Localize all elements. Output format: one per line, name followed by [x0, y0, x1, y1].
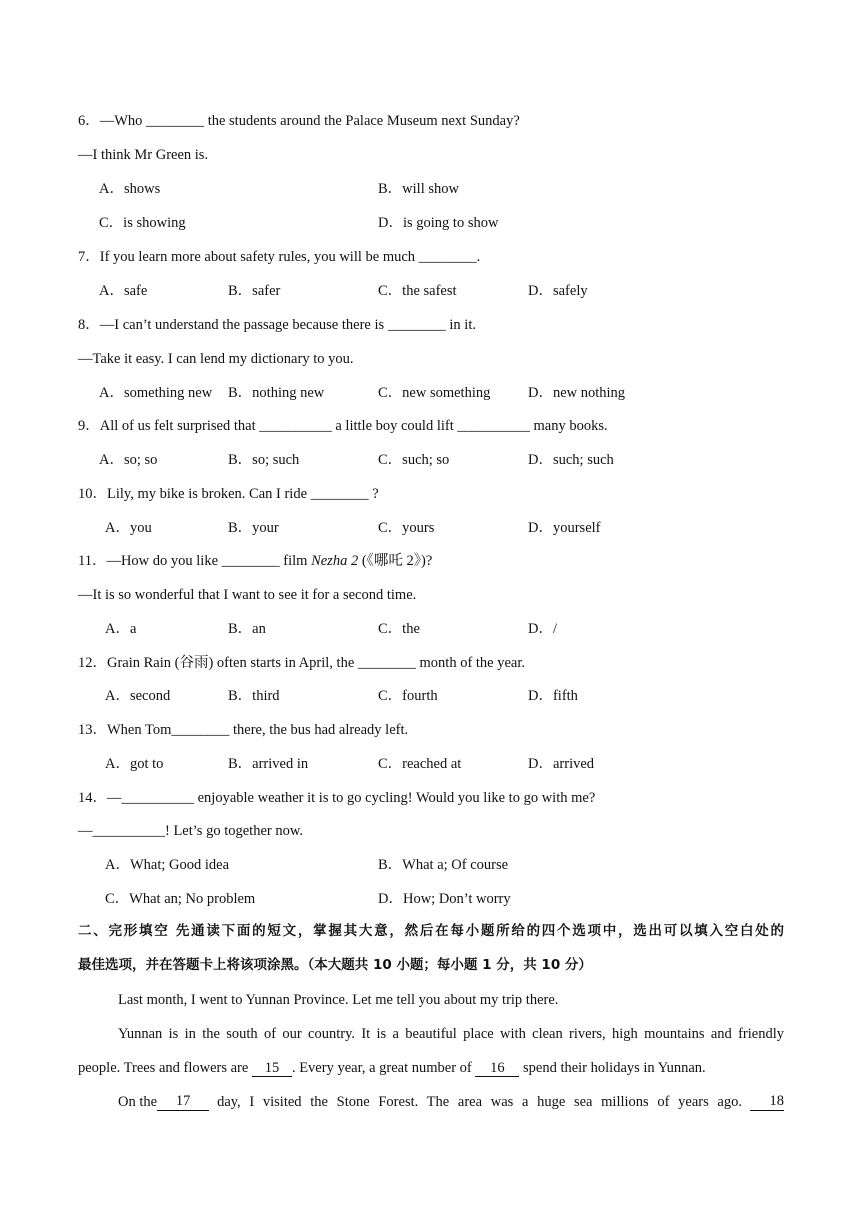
blank-16: 16: [475, 1060, 519, 1077]
question-9-option-d: D．such; such: [528, 452, 614, 468]
question-12-option-c: C．fourth: [378, 688, 438, 704]
question-7-option-d: D．safely: [528, 283, 588, 299]
section-2-heading-line-1: 二、完形填空 先通读下面的短文，掌握其大意，然后在每小题所给的四个选项中，选出可以填入空白处的: [78, 923, 784, 939]
question-12-option-b: B．third: [228, 688, 280, 704]
question-12-option-d: D．fifth: [528, 688, 578, 704]
question-11-option-b: B．an: [228, 621, 266, 637]
question-10-option-b: B．your: [228, 520, 279, 536]
question-10-option-d: D．yourself: [528, 520, 601, 536]
question-6-stem: 6．—Who ________ the students around the Palace Museum next Sunday?: [78, 113, 520, 129]
question-9-option-b: B．so; such: [228, 452, 300, 468]
question-14-option-b: B．What a; Of course: [378, 857, 509, 873]
question-13-option-d: D．arrived: [528, 756, 595, 772]
question-13-option-b: B．arrived in: [228, 756, 309, 772]
question-9-option-c: C．such; so: [378, 452, 450, 468]
question-14-option-a: A．What; Good idea: [105, 857, 230, 873]
question-7-stem: 7．If you learn more about safety rules, you will be much ________.: [78, 249, 481, 265]
blank-18: 18: [750, 1093, 784, 1111]
question-7-option-a: A．safe: [99, 283, 148, 299]
question-13-stem: 13．When Tom________ there, the bus had already left.: [78, 722, 409, 738]
question-11-option-c: C．the: [378, 621, 420, 637]
question-8-option-b: B．nothing new: [228, 385, 325, 401]
passage-paragraph-3-line-1: On the 17 day, I visited the Stone Forest. The area was a huge sea millions of years ago. 18: [118, 1093, 784, 1110]
question-6-option-c: C．is showing: [99, 215, 186, 231]
question-8-reply: —Take it easy. I can lend my dictionary to you.: [78, 351, 354, 367]
question-11-reply: —It is so wonderful that I want to see it for a second time.: [78, 587, 417, 603]
question-11-stem: 11．—How do you like ________ film Nezha 2 (《哪吒 2》)?: [78, 553, 433, 569]
question-8-stem: 8．—I can’t understand the passage because there is ________ in it.: [78, 317, 476, 333]
blank-17: 17: [157, 1093, 209, 1111]
question-7-option-c: C．the safest: [378, 283, 457, 299]
question-13-option-a: A．got to: [105, 756, 164, 772]
question-14-option-d: D．How; Don’t worry: [378, 891, 511, 907]
film-title: Nezha 2: [311, 553, 359, 569]
question-10-option-a: A．you: [105, 520, 152, 536]
passage-paragraph-2-line-1: Yunnan is in the south of our country. It is a beautiful place with clean rivers, high mountains and friendly: [118, 1026, 784, 1042]
question-6-option-d: D．is going to show: [378, 215, 499, 231]
question-9-stem: 9．All of us felt surprised that __________ a little boy could lift __________ many books.: [78, 418, 608, 434]
question-14-reply: —__________! Let’s go together now.: [78, 823, 303, 839]
passage-paragraph-1: Last month, I went to Yunnan Province. Let me tell you about my trip there.: [118, 992, 559, 1008]
question-11-option-d: D．/: [528, 621, 557, 637]
question-13-option-c: C．reached at: [378, 756, 462, 772]
question-9-option-a: A．so; so: [99, 452, 158, 468]
question-6-reply: —I think Mr Green is.: [78, 147, 209, 163]
question-14-option-c: C．What an; No problem: [105, 891, 256, 907]
question-6-option-b: B．will show: [378, 181, 459, 197]
question-8-option-c: C．new something: [378, 385, 491, 401]
section-2-heading-line-2: 最佳选项，并在答题卡上将该项涂黑。（本大题共 10 小题；每小题 1 分，共 10 分）: [78, 957, 592, 973]
question-14-stem: 14．—__________ enjoyable weather it is to go cycling! Would you like to go with me?: [78, 790, 596, 806]
question-8-option-a: A．something new: [99, 385, 213, 401]
question-12-option-a: A．second: [105, 688, 171, 704]
question-10-option-c: C．yours: [378, 520, 435, 536]
blank-15: 15: [252, 1060, 292, 1077]
question-8-option-d: D．new nothing: [528, 385, 626, 401]
question-11-option-a: A．a: [105, 621, 137, 637]
question-7-option-b: B．safer: [228, 283, 281, 299]
passage-paragraph-2-line-2: people. Trees and flowers are 15 . Every year, a great number of 16 spend their holidays in Yunnan.: [78, 1060, 706, 1076]
question-6-option-a: A．shows: [99, 181, 161, 197]
question-10-stem: 10．Lily, my bike is broken. Can I ride ________ ?: [78, 486, 379, 502]
question-12-stem: 12．Grain Rain (谷雨) often starts in April, the ________ month of the year.: [78, 655, 526, 671]
